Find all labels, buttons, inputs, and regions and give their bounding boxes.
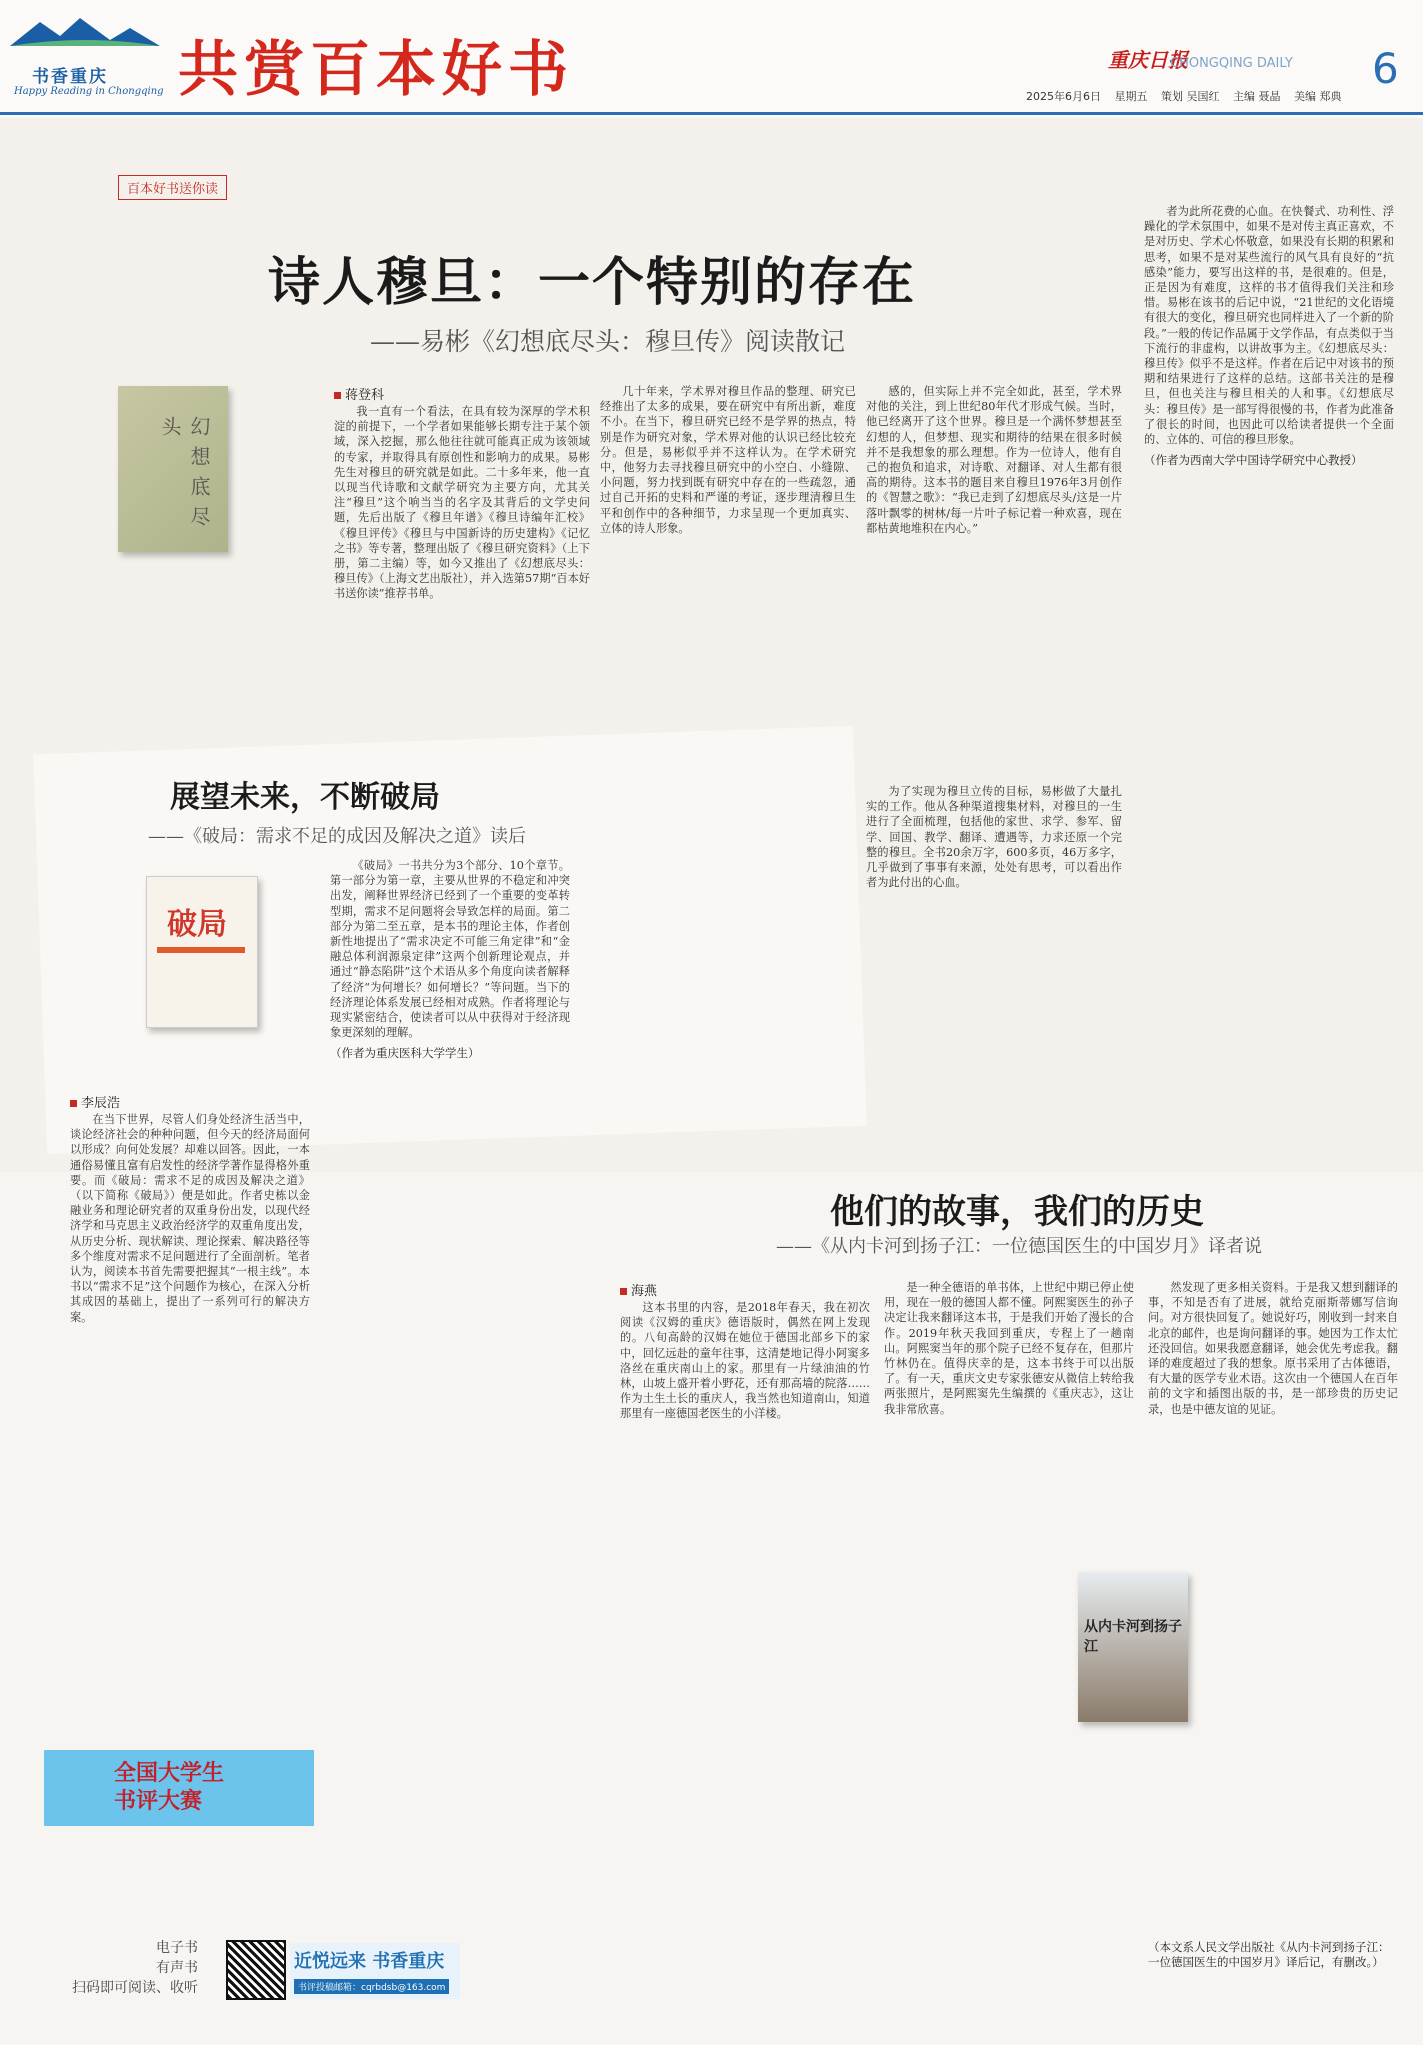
footer-banner-email: 书评投稿邮箱：cqrbdsb@163.com: [294, 1979, 449, 1994]
brand-subtitle: Happy Reading in Chongqing: [14, 86, 164, 97]
footer-line-3: 扫码即可阅读、收听: [72, 1980, 198, 1996]
section-tag: 百本好书送你读: [118, 175, 227, 200]
footer-line-1: 电子书: [156, 1940, 198, 1956]
footer-text: [72, 1938, 198, 1998]
book-cover-mudan: [118, 386, 228, 552]
book-cover-title: 破局: [167, 907, 227, 942]
column-title: 共赏百本好书: [178, 35, 574, 105]
article1-column-1: [334, 404, 590, 704]
article2-column-1: [70, 1112, 310, 1732]
article1-author: 蒋登科: [334, 384, 384, 403]
article2-column-2: [330, 858, 570, 1708]
article3-title: 他们的故事，我们的历史: [830, 1192, 1204, 1232]
paragraph: 这本书里的内容，是2018年春天，我在初次阅读《汉姆的重庆》德语版时，偶然在网上发现的。八旬高龄的汉姆在她位于德国北部乡下的家中，回忆远赴的童年往事，这清楚地记得小阿窦多洛丝在重庆南山上的家。那里有一片绿油油的竹林，山坡上盛开着小野花，还有那高墙的院落……作为土生土长的重庆人，我当然也知道南山，知道那里有一座德国老医生的小洋楼。: [620, 1301, 870, 1421]
designer: 美编 郑典: [1294, 90, 1342, 103]
article3-closing-note: （本文系人民文学出版社《从内卡河到扬子江：一位德国医生的中国岁月》译后记，有删改。）: [1148, 1940, 1390, 1969]
contest-line-1: 全国大学生: [114, 1761, 225, 1786]
footer-banner-title: 近悦远来 书香重庆: [294, 1951, 445, 1972]
page-header: [0, 0, 1423, 118]
article2-title: 展望未来，不断破局: [170, 780, 440, 815]
header-rule: [0, 112, 1423, 115]
newspaper-name: 重庆日报: [1108, 48, 1188, 72]
paragraph: 感的，但实际上并不完全如此，甚至，学术界对他的关注，到上世纪80年代才形成气候。当时，他已经离开了这个世界。穆旦是一个满怀梦想甚至幻想的人，但梦想、现实和期待的结果在很多时候并不是我想象的那么理想。作为一位诗人，他有自己的抱负和追求，对诗歌、对翻译、对人生都有很高的期待。这本书的题目来自穆旦1976年3月创作的《智慧之歌》：“我已走到了幻想底尽头/这是一片落叶飘零的树林/每一片叶子标记着一种欢喜，现在都枯黄地堆积在内心。”: [866, 385, 1122, 535]
article1-title: 诗人穆旦：一个特别的存在: [268, 252, 917, 313]
issue-meta: [1026, 88, 1352, 104]
book-cover-poju: [146, 876, 258, 1028]
article1-column-2: [600, 384, 856, 714]
article3-column-3: [1148, 1280, 1398, 1920]
issue-weekday: 星期五: [1114, 90, 1148, 103]
article3-column-2: [884, 1280, 1134, 1560]
book-cover-title: 从内卡河到扬子江: [1084, 1619, 1182, 1655]
article1-column-4: [866, 784, 1122, 1164]
footer-line-2: 有声书: [156, 1960, 198, 1976]
mountain-logo-icon: [10, 16, 160, 46]
article3-subtitle: ——《从内卡河到扬子江：一位德国医生的中国岁月》译者说: [776, 1236, 1262, 1257]
article3-column-1: [620, 1300, 870, 2020]
paragraph: 然发现了更多相关资料。于是我又想到翻译的事，不知是否有了进展，就给克丽斯蒂娜写信询问。对方很快回复了。她说好巧，刚收到一封来自北京的邮件，也是询问翻译的事。她因为工作太忙还没回信。如果我愿意翻译，她会优先考虑我。翻译的难度超过了我的想象。原书采用了古体德语，有大量的医学专业术语。这次由一个德国人在百年前的文字和插图出版的书，是一部珍贵的历史记录，也是中德友谊的见证。: [1148, 1281, 1398, 1416]
article3-author: 海燕: [620, 1280, 657, 1299]
paragraph: 《破局》一书共分为3个部分、10个章节。第一部分为第一章，主要从世界的不稳定和冲突出发，阐释世界经济已经到了一个重要的变革转型期，需求不足问题将会导致怎样的局面。第二部分为第二至五章，是本书的理论主体，作者创新性地提出了“需求决定不可能三角定律”和“金融总体利润源泉定律”这两个创新理论观点，并通过“静态陷阱”这个术语从多个角度向读者解释了经济“为何增长？如何增长？”等问题。当下的经济理论体系发展已经相对成熟。作者将理论与现实紧密结合，使读者可以从中获得对于经济现象更深刻的理解。: [330, 859, 570, 1040]
footer-banner: [290, 1943, 460, 1999]
issue-date: 2025年6月6日: [1026, 90, 1101, 103]
paragraph: 者为此所花费的心血。在快餐式、功利性、浮躁化的学术氛围中，如果不是对传主真正喜欢，不是对历史、学术心怀敬意，如果没有长期的积累和思考，如果不是对某些流行的风气具有良好的“抗感染”能力，要写出这样的书，是很难的。但是，正是因为有难度，这样的书才值得我们关注和珍惜。易彬在该书的后记中说，“21世纪的文化语境有很大的变化，穆旦研究也同样进入了一个新的阶段。”一般的传记作品属于文学作品，有点类似于当下流行的非虚构，以讲故事为主。《幻想底尽头：穆旦传》似乎不是这样。作者在后记中对该书的预期和结果进行了这样的总结。这部书关注的是穆旦，但也关注与穆旦相关的人和事。《幻想底尽头：穆旦传》是一部写得很慢的书，作者为此准备了很长的时间，也因此可以给读者提供一个全面的、立体的、可信的穆旦形象。: [1144, 205, 1394, 447]
chief-editor: 主编 聂晶: [1233, 90, 1281, 103]
article1-closing-note: （作者为西南大学中国诗学研究中心教授）: [1144, 453, 1363, 468]
paragraph: 为了实现为穆旦立传的目标，易彬做了大量扎实的工作。他从各种渠道搜集材料，对穆旦的一生进行了全面梳理，包括他的家世、求学、参军、留学、回国、教学、翻译、遭遇等，力求还原一个完整的穆旦。全书20余万字，600多页，46万多字，几乎做到了事事有来源，处处有思考，可以看出作者为此付出的心血。: [866, 785, 1122, 890]
qr-code[interactable]: [226, 1940, 286, 2000]
paragraph: 在当下世界，尽管人们身处经济生活当中，谈论经济社会的种种问题，但今天的经济局面何以形成？向何处发展？却难以回答。因此，一本通俗易懂且富有启发性的经济学著作显得格外重要。而《破局：需求不足的成因及解决之道》（以下简称《破局》）便是如此。作者史栋以金融业务和理论研究者的双重身份出发，以现代经济学和马克思主义政治经济学的双重角度出发，从历史分析、现状解读、理论探索、解决路径等多个维度对需求不足问题进行了全面剖析。笔者认为，阅读本书首先需要把握其“一根主线”。本书以“需求不足”这个问题作为核心，在深入分析其成因的基础上，提出了一系列可行的解决方案。: [70, 1113, 310, 1324]
article2-author: 李辰浩: [70, 1092, 120, 1111]
paragraph: 我一直有一个看法，在具有较为深厚的学术积淀的前提下，一个学者如果能够长期专注于某个领域，深入挖掘，那么他往往就可能真正成为该领域的专家，并取得具有原创性和影响力的成果。易彬先生对穆旦的研究就是如此。二十多年来，他一直以现当代诗歌和文献学研究为主要方向，尤其关注“穆旦”这个响当当的名字及其背后的文学史问题，先后出版了《穆旦年谱》《穆旦诗编年汇校》《穆旦评传》《穆旦与中国新诗的历史建构》《记忆之书》等专著，整理出版了《穆旦研究资料》（上下册，第二主编）等，如今又推出了《幻想底尽头：穆旦传》（上海文艺出版社），并入选第57期“百本好书送你读”推荐书单。: [334, 405, 590, 601]
article1-column-5: [1144, 204, 1394, 1124]
book-cover-title: 幻想底尽头: [158, 416, 211, 536]
article2-closing-note: （作者为重庆医科大学学生）: [330, 1046, 480, 1061]
contest-banner: [44, 1750, 314, 1826]
article2-subtitle: ——《破局：需求不足的成因及解决之道》读后: [148, 826, 526, 847]
page-number: 6: [1372, 44, 1399, 93]
article1-column-3: [866, 384, 1122, 774]
article1-subtitle: ——易彬《幻想底尽头：穆旦传》阅读散记: [370, 327, 846, 356]
brand-name: 书香重庆: [32, 67, 108, 87]
paragraph: 是一种全德语的单书体，上世纪中期已停止使用，现在一般的德国人都不懂。阿熙窦医生的孙子决定让我来翻译这本书，于是我们开始了漫长的合作。2019年秋天我回到重庆，专程上了一趟南山。阿熙窦当年的那个院子已经不复存在，但那片竹林仍在。值得庆幸的是，这本书终于可以出版了。有一天，重庆文史专家张德安从微信上转给我两张照片，是阿熙窦先生编撰的《重庆志》，这让我非常欣喜。: [884, 1281, 1134, 1416]
book-cover-stripe: [157, 947, 245, 953]
contest-line-2: 书评大赛: [114, 1789, 203, 1814]
planner: 策划 吴国红: [1161, 90, 1220, 103]
newspaper-name-en: CHONGQING DAILY: [1170, 56, 1293, 71]
paragraph: 几十年来，学术界对穆旦作品的整理、研究已经推出了太多的成果，要在研究中有所出新，难度不小。在当下，穆旦研究已经不是学界的热点，特别是作为研究对象，学术界对他的认识已经比较充分。但是，易彬似乎并不这样认为。在学术研究中，他努力去寻找穆旦研究中的小空白、小缝隙、小问题，努力找到既有研究中存在的一些疏忽，通过自己开拓的史料和严谨的考证，逐步理清穆旦生平和创作中的各种细节，力求呈现一个更加真实、立体的诗人形象。: [600, 385, 856, 535]
